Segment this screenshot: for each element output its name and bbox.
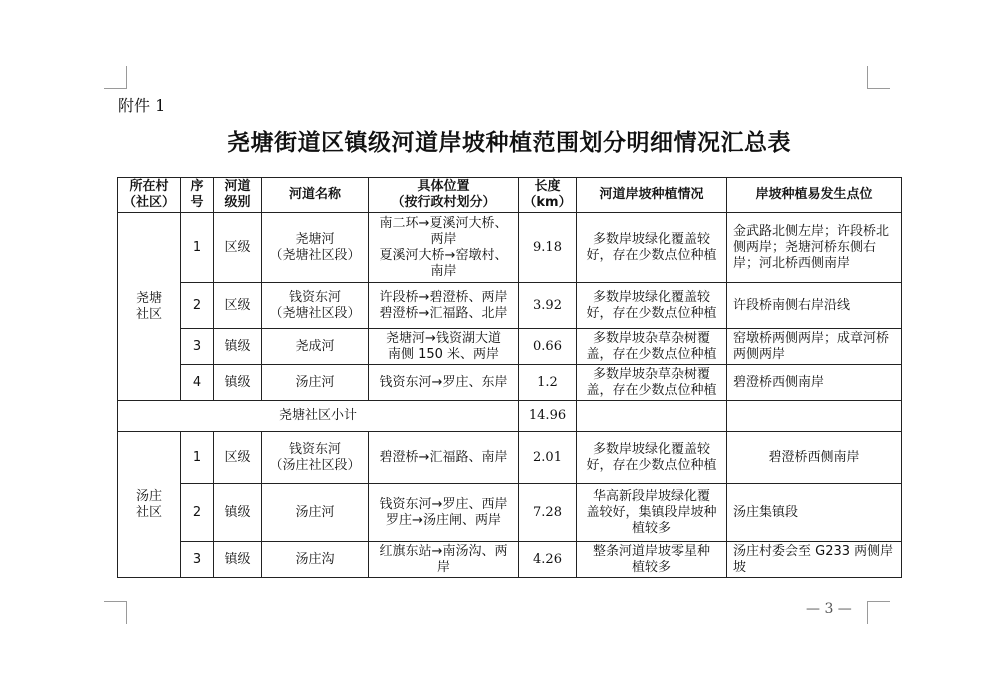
village-cell: 汤庄 社区 <box>118 432 181 578</box>
table-row <box>118 283 902 329</box>
table-row <box>118 484 902 542</box>
river-name-cell: 尧成河 <box>262 329 369 365</box>
hotspot-cell: 碧澄桥西侧南岸 <box>727 432 902 484</box>
length-cell: 7.28 <box>519 484 577 542</box>
hotspot-cell: 汤庄村委会至 G233 两侧岸 坡 <box>727 542 902 578</box>
seq-cell: 2 <box>181 283 214 329</box>
length-cell: 0.66 <box>519 329 577 365</box>
header-name: 河道名称 <box>262 178 369 213</box>
location-cell: 碧澄桥→汇福路、南岸 <box>369 432 519 484</box>
summary-table <box>117 177 902 578</box>
level-cell: 镇级 <box>214 542 262 578</box>
river-name-cell: 汤庄河 <box>262 365 369 401</box>
seq-cell: 1 <box>181 213 214 283</box>
subtotal-length: 14.96 <box>519 401 577 432</box>
length-cell: 3.92 <box>519 283 577 329</box>
level-cell: 镇级 <box>214 484 262 542</box>
level-cell: 镇级 <box>214 365 262 401</box>
header-location: 具体位置 （按行政村划分） <box>369 178 519 213</box>
crop-mark-bottom-left <box>104 601 127 624</box>
seq-cell: 1 <box>181 432 214 484</box>
river-name-cell: 汤庄沟 <box>262 542 369 578</box>
table-row <box>118 542 902 578</box>
planting-cell: 多数岸坡绿化覆盖较 好，存在少数点位种植 <box>577 283 727 329</box>
table-row <box>118 432 902 484</box>
header-planting: 河道岸坡种植情况 <box>577 178 727 213</box>
crop-mark-top-right <box>867 66 890 89</box>
level-cell: 区级 <box>214 213 262 283</box>
planting-cell: 多数岸坡绿化覆盖较 好，存在少数点位种植 <box>577 213 727 283</box>
hotspot-cell: 金武路北侧左岸；许段桥北 侧两岸；尧塘河桥东侧右 岸；河北桥西侧南岸 <box>727 213 902 283</box>
subtotal-empty-cell <box>727 401 902 432</box>
river-name-cell: 钱资东河 （汤庄社区段） <box>262 432 369 484</box>
table-row <box>118 213 902 283</box>
hotspot-cell: 许段桥南侧右岸沿线 <box>727 283 902 329</box>
hotspot-cell: 碧澄桥西侧南岸 <box>727 365 902 401</box>
location-cell: 南二环→夏溪河大桥、 两岸 夏溪河大桥→窑墩村、 南岸 <box>369 213 519 283</box>
planting-cell: 整条河道岸坡零星种 植较多 <box>577 542 727 578</box>
planting-cell: 多数岸坡杂草杂树覆 盖，存在少数点位种植 <box>577 329 727 365</box>
subtotal-row <box>118 401 902 432</box>
table-row <box>118 365 902 401</box>
seq-cell: 3 <box>181 542 214 578</box>
header-seq: 序 号 <box>181 178 214 213</box>
planting-cell: 华高新段岸坡绿化覆 盖较好，集镇段岸坡种 植较多 <box>577 484 727 542</box>
location-cell: 钱资东河→罗庄、西岸 罗庄→汤庄闸、两岸 <box>369 484 519 542</box>
header-level: 河道 级别 <box>214 178 262 213</box>
location-cell: 尧塘河→钱资湖大道 南侧 150 米、两岸 <box>369 329 519 365</box>
river-name-cell: 汤庄河 <box>262 484 369 542</box>
river-name-cell: 钱资东河 （尧塘社区段） <box>262 283 369 329</box>
crop-mark-top-left <box>104 66 127 89</box>
subtotal-label: 尧塘社区小计 <box>118 401 519 432</box>
length-cell: 2.01 <box>519 432 577 484</box>
annex-label: 附件 1 <box>118 96 166 115</box>
length-cell: 9.18 <box>519 213 577 283</box>
location-cell: 钱资东河→罗庄、东岸 <box>369 365 519 401</box>
page-number: — 3 — <box>806 601 852 617</box>
planting-cell: 多数岸坡杂草杂树覆 盖，存在少数点位种植 <box>577 365 727 401</box>
header-hotspots: 岸坡种植易发生点位 <box>727 178 902 213</box>
length-cell: 1.2 <box>519 365 577 401</box>
location-cell: 红旗东站→南汤沟、两 岸 <box>369 542 519 578</box>
location-cell: 许段桥→碧澄桥、两岸 碧澄桥→汇福路、北岸 <box>369 283 519 329</box>
village-cell: 尧塘 社区 <box>118 213 181 401</box>
level-cell: 镇级 <box>214 329 262 365</box>
subtotal-empty-cell <box>577 401 727 432</box>
header-row <box>118 178 902 213</box>
header-village: 所在村 （社区） <box>118 178 181 213</box>
table-row <box>118 329 902 365</box>
crop-mark-bottom-right <box>867 601 890 624</box>
seq-cell: 3 <box>181 329 214 365</box>
hotspot-cell: 汤庄集镇段 <box>727 484 902 542</box>
seq-cell: 2 <box>181 484 214 542</box>
level-cell: 区级 <box>214 283 262 329</box>
length-cell: 4.26 <box>519 542 577 578</box>
seq-cell: 4 <box>181 365 214 401</box>
document-title: 尧塘街道区镇级河道岸坡种植范围划分明细情况汇总表 <box>227 130 791 156</box>
level-cell: 区级 <box>214 432 262 484</box>
planting-cell: 多数岸坡绿化覆盖较 好，存在少数点位种植 <box>577 432 727 484</box>
hotspot-cell: 窑墩桥两侧两岸；成章河桥 两侧两岸 <box>727 329 902 365</box>
river-name-cell: 尧塘河 （尧塘社区段） <box>262 213 369 283</box>
header-length: 长度 （km） <box>519 178 577 213</box>
